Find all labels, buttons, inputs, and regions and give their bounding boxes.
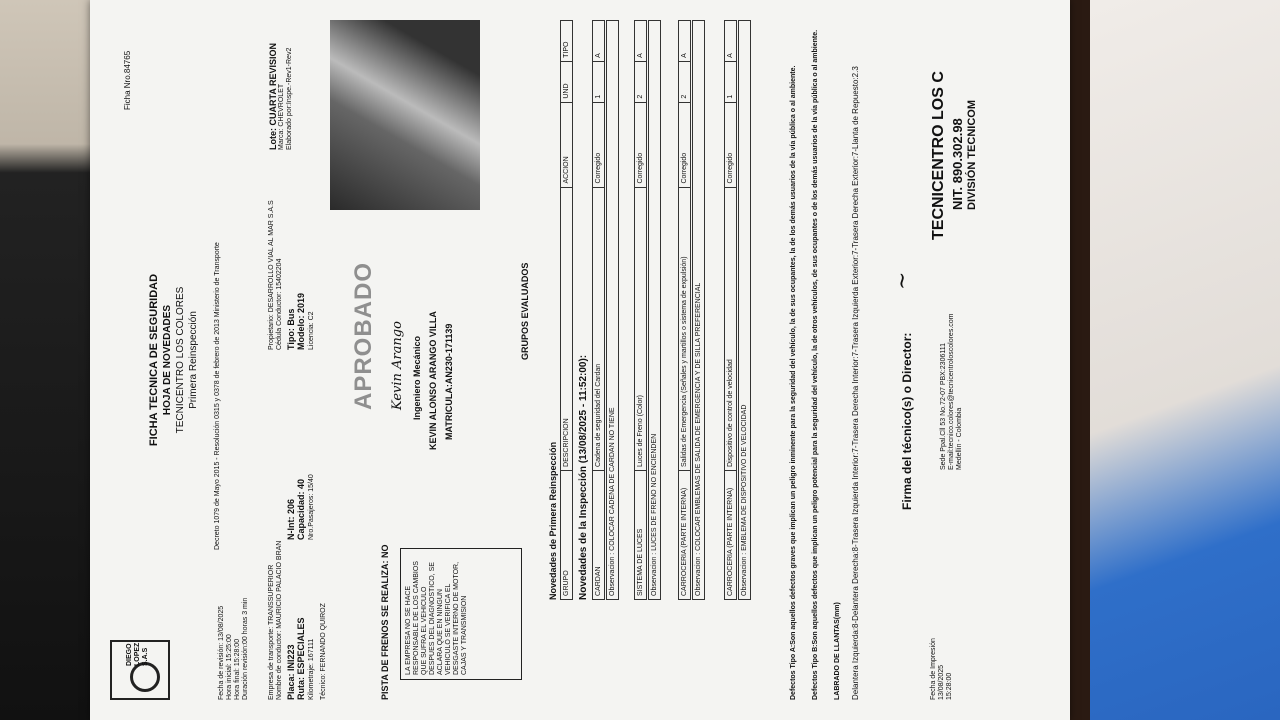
row-accion: Corregido [635,102,647,187]
placa: Placa: INI223 [286,644,296,700]
logo-text: DIEGO LOPEZ S.A.S [126,642,149,666]
vehicle-photo [330,20,480,210]
logo-mark-icon [130,662,160,692]
observacion-row [648,20,661,600]
row-descripcion: Dispositivo de control de velocidad [725,187,737,470]
nro-pasajeros: Nro.Pasajeros: 15/40 [308,474,315,540]
observacion-label: Observacion : [651,552,658,596]
grupos-evaluados: GRUPOS EVALUADOS [520,262,530,360]
tecnico: Técnico: FERNANDO QUIROZ [320,603,327,700]
row-tipo: A [679,21,691,62]
kilometraje: Kilometraje: 167111 [308,638,315,700]
aprobado-stamp: APROBADO [350,261,377,410]
sello-division: DIVISIÓN TECNICOM [966,99,978,210]
observacion-text: LUCES DE FRENO NO ENCIENDEN [651,433,658,551]
empresa: Empresa de transporte: TRANSSUPERIOR [268,564,275,700]
doc-subtitle-3: Primera Reinspección [188,311,199,409]
company-logo [110,640,170,700]
rotated-document-content [100,10,1040,710]
labrado-llantas: LABRADO DE LLANTAS(mm) [834,602,841,700]
doc-subtitle-1: HOJA DE NOVEDADES [162,304,173,416]
aviso-box [400,548,522,680]
hora-final: Hora final: 15:28:00 [234,638,241,700]
novedades-inspeccion: Novedades de la Inspección (13/08/2025 - 11:52:00): [578,354,589,600]
observacion-row [692,20,705,600]
delantera: Delantera Izquierda:8-Delantera Derecha:8-Trasera Izquierda Interior:7-Trasera Derecha Interior:7-Trasera Izquierda Exterior:7-Trasera Derecha Exterior:7-Llanta de Repuesto:2.3 [851,66,860,700]
observacion-row [606,20,619,600]
sello-nombre: TECNICENTRO LOS C [930,71,947,240]
ruta: Ruta: ESPECIALES [296,617,306,700]
row-accion: Corregido [593,102,605,187]
sello-nit: NIT. 890.302.98 [950,118,965,210]
keyboard-area [0,0,90,720]
header-table [560,20,573,600]
cedula: Cédula Conductor: 15402204 [276,258,283,350]
n-int: N-Int: 206 [286,498,296,540]
matricula: MATRICULA:AN230-171139 [444,323,454,440]
decreto: Decreto 1079 de Mayo 2015 - Resolución 0315 y 0378 de febrero de 2013 Ministerio de Transporte [214,242,221,550]
table-row [724,20,737,600]
row-grupo: SISTEMA DE LUCES [635,470,647,599]
row-grupo: CARROCERIA (PARTE INTERNA) [725,470,737,599]
fecha-impresion-label: Fecha de Impresión [930,638,937,700]
row-grupo: CARROCERIA (PARTE INTERNA) [679,470,691,599]
table-row [592,20,605,600]
lote: Lote: CUARTA REVISION [268,43,278,150]
col-accion: ACCION [561,102,573,187]
row-accion: Corregido [679,102,691,187]
observacion-row [738,20,751,600]
hora-impresion: 15:28:00 [946,672,953,700]
fecha-impresion: 13/08/2025 [938,664,945,700]
row-descripcion: Luces de Freno (Color) [635,187,647,470]
duracion: Duración revisión:00 horas 3 min [242,597,249,700]
row-descripcion: Cadena de seguridad del Cardan [593,187,605,470]
nombre-ingeniero: KEVIN ALONSO ARANGO VILLA [428,311,438,450]
row-und: 1 [725,61,737,102]
elaborado: Elaborado por:Inspe.-Rev1-Rev2 [286,47,293,150]
row-grupo: CARDAN [593,470,605,599]
row-und: 2 [679,61,691,102]
defectos-b: Defectos Tipo B:Son aquellos defectos que implican un peligro potencial para la seguridad del vehículo, la de otros vehículos, de sus ocupantes o de los demás usuarios de la vía pública o al ambiente. [812,29,819,700]
modelo: Modelo: 2019 [296,292,306,350]
document-sheet [90,0,1070,720]
col-tipo: TIPO [561,21,573,62]
row-descripcion: Salidas de Emergencia (Señales y martillos o sistema de expulsión) [679,187,691,470]
fecha-revision: Fecha de revisión: 13/08/2025 [218,605,225,700]
cargo: Ingeniero Mecánico [412,335,422,420]
pista-frenos: PISTA DE FRENOS SE REALIZA: NO [380,544,390,700]
row-tipo: A [593,21,605,62]
observacion-label: Observacion : [695,552,702,596]
observacion-text: COLOCAR EMBLEMAS DE SALIDA DE EMERGENCIA Y DE SILLA PREFERENCIAL [695,282,702,551]
firma-label: Firma del técnico(s) o Director: [900,332,914,510]
col-und: UND [561,61,573,102]
aviso-text: LA EMPRESA NO SE HACE RESPONSABLE DE LOS CAMBIOS QUE SUFRA EL VEHICULO DESPUES DEL DIAGNOSTICO, SE ACLARA QUE EN NINGUN VEHICULO SE VERIFICA EL DESGASTE INTERNO DE MOTOR, CAJAS Y TRANSMISION [405,561,468,675]
capacidad: Capacidad: 40 [296,478,306,540]
doc-title: FICHA TECNICA DE SEGURIDAD [148,273,160,447]
propietario: Propietario: DESARROLLO VIAL AL MAR S.A.S [268,200,275,350]
col-descripcion: DESCRIPCION [561,187,573,470]
sede: Sede Ppal.Cll 53 No.72-07 PBX:2306111 [940,343,947,470]
ficha-nro: Ficha Nro.84765 [123,50,132,110]
hora-inicial: Hora inicial: 15:25:00 [226,634,233,700]
row-und: 1 [593,61,605,102]
defectos-a: Defectos Tipo A:Son aquellos defectos graves que implican un peligro inminente para la seguridad del vehículo, la de sus ocupantes, la de los demás usuarios de la vía pública o al ambiente. [790,65,797,700]
tipo: Tipo: Bus [286,308,296,350]
email: E-mail:tecnico.colores@tecnicentroloscolores.com [948,313,955,470]
observacion-label: Observacion : [741,552,748,596]
row-und: 2 [635,61,647,102]
novedades-primera: Novedades de Primera Reinspección [548,441,558,600]
cloth-background [1090,0,1280,720]
licencia: Licencia: C2 [308,311,315,350]
doc-subtitle-2: TECNICENTRO LOS COLORES [175,286,186,434]
row-tipo: A [635,21,647,62]
observacion-label: Observacion : [609,552,616,596]
table-row [634,20,647,600]
director-firma-icon: ∼ [890,271,915,290]
ingeniero-firma: Kevin Arango [390,321,405,410]
observacion-text: EMBLEMA DE DISPOSITIVO DE VELOCIDAD [741,404,748,551]
conductor: Nombre de conductor: MAURICIO PALACIO BRAN [276,540,283,700]
table-row [678,20,691,600]
marca: Marca: CHEVROLET [278,83,285,150]
row-accion: Corregido [725,102,737,187]
row-tipo: A [725,21,737,62]
col-grupo: GRUPO [561,470,573,599]
observacion-text: COLOCAR CADENA DE CARDAN NO TIENE [609,407,616,551]
ciudad: Medellín - Colombia [956,407,963,470]
